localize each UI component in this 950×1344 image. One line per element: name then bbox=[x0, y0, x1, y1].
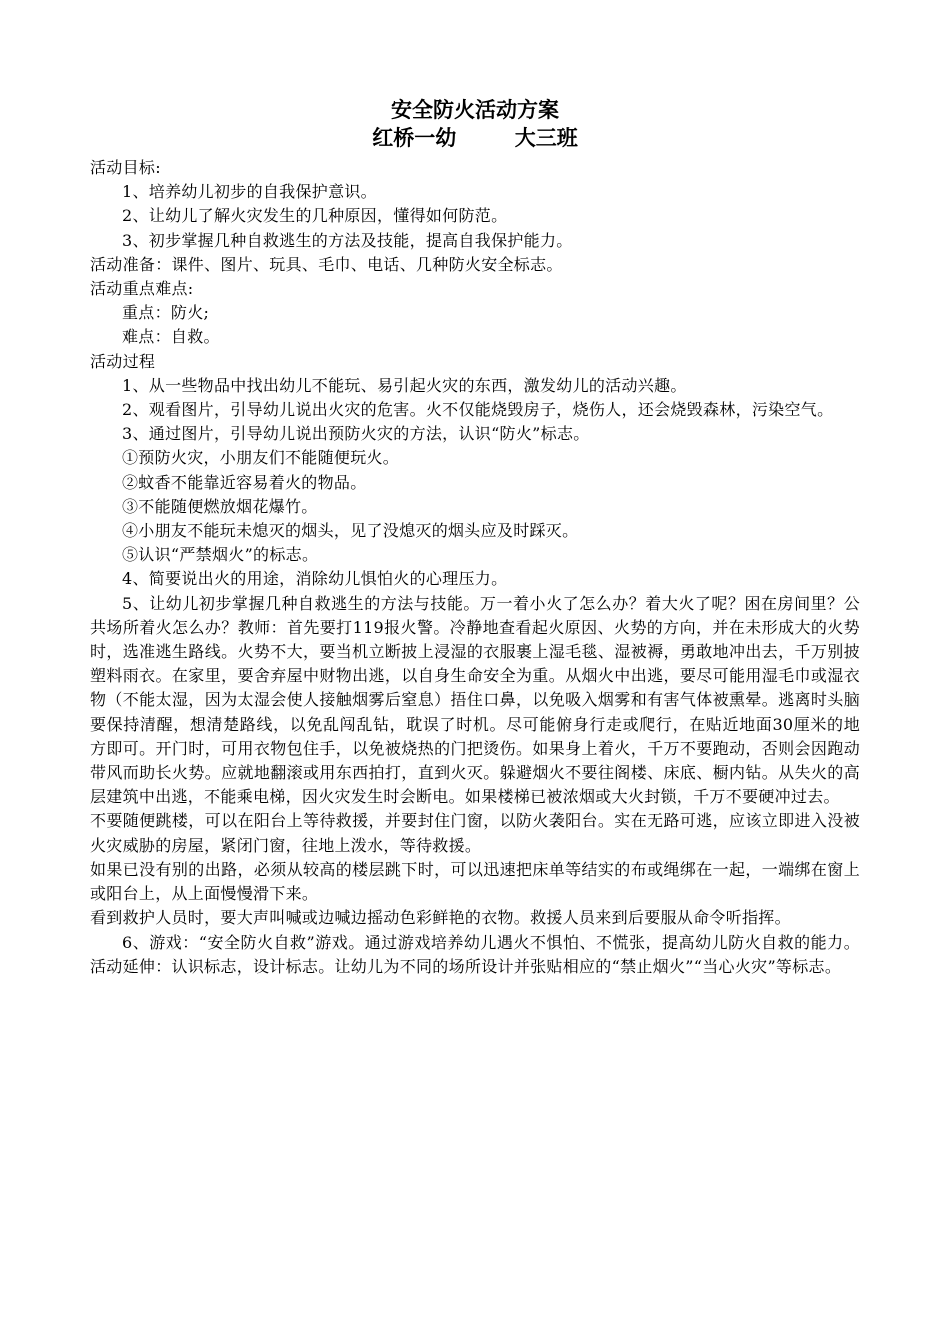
key-point: 重点：防火; bbox=[122, 303, 210, 323]
process-step-6: 6、游戏：“安全防火自救”游戏。通过游戏培养幼儿遇火不惧怕、不慌张，提高幼儿防火自救的能力。活动延伸：认识标志，设计标志。让幼儿为不同的场所设计并张贴相应的“禁止烟火”“当心火灾”等标志。 bbox=[90, 932, 860, 976]
prevention-item-5: ⑤认识“严禁烟火”的标志。 bbox=[122, 545, 319, 565]
section-preparation: 活动准备：课件、图片、玩具、毛巾、电话、几种防火安全标志。 bbox=[90, 254, 563, 274]
prevention-item-2: ②蚊香不能靠近容易着火的物品。 bbox=[122, 472, 367, 492]
process-step-4: 4、简要说出火的用途，消除幼儿惧怕火的心理压力。 bbox=[122, 569, 508, 589]
document-subtitle: 红桥一幼 大三班 bbox=[372, 125, 578, 150]
process-step-5: 5、让幼儿初步掌握几种自救逃生的方法与技能。万一着小火了怎么办？着大火了呢？困在房间里？公共场所着火怎么办？教师：首先要打119报火警。冷静地查看起火原因、火势的方向，并在未形成大的火势时，选准逃生路线。火势不大，要当机立断披上浸湿的衣服裹上湿毛毯、湿被褥，勇敢地冲出去，千万别披塑料雨衣。在家里，要舍弃屋中财物出逃，以自身生命安全为重。从烟火中出逃，要尽可能用湿毛巾或湿衣物（不能太湿，因为太湿会使人接触烟雾后窒息）捂住口鼻，以免吸入烟雾和有害气体被熏晕。逃离时头脑要保持清醒，想清楚路线，以免乱闯乱钻，耽误了时机。尽可能俯身行走或爬行，在贴近地面30厘米的地方即可。开门时，可用衣物包住手，以免被烧热的门把烫伤。如果身上着火，千万不要跑动，否则会因跑动带风而助长火势。应就地翻滚或用东西拍打，直到火灭。躲避烟火不要往阁楼、床底、橱内钻。从失火的高层建筑中出逃，不能乘电梯，因火灾发生时会断电。如果楼梯已被浓烟或大火封锁，千万不要硬冲过去。 bbox=[90, 593, 860, 807]
difficult-point: 难点：自救。 bbox=[122, 327, 220, 347]
goal-item-1: 1、培养幼儿初步的自我保护意识。 bbox=[122, 182, 377, 202]
escape-paragraph-balcony: 不要随便跳楼，可以在阳台上等待救援，并要封住门窗，以防火袭阳台。实在无路可逃，应该立即进入没被火灾威胁的房屋，紧闭门窗，往地上泼水，等待救援。 bbox=[90, 811, 860, 855]
section-heading-process: 活动过程 bbox=[90, 351, 156, 371]
section-heading-key-points: 活动重点难点: bbox=[90, 279, 194, 299]
prevention-item-1: ①预防火灾，小朋友们不能随便玩火。 bbox=[122, 448, 400, 468]
process-step-3: 3、通过图片，引导幼儿说出预防火灾的方法，认识“防火”标志。 bbox=[122, 424, 590, 444]
document-page bbox=[90, 96, 860, 979]
prevention-item-3: ③不能随便燃放烟花爆竹。 bbox=[122, 496, 318, 516]
section-heading-goals: 活动目标: bbox=[90, 158, 161, 177]
prevention-item-4: ④小朋友不能玩未熄灭的烟头，见了没熄灭的烟头应及时踩灭。 bbox=[122, 521, 579, 541]
goal-item-2: 2、让幼儿了解火灾发生的几种原因，懂得如何防范。 bbox=[122, 206, 508, 226]
escape-paragraph-rope: 如果已没有别的出路，必须从较高的楼层跳下时，可以迅速把床单等结实的布或绳绑在一起，一端绑在窗上或阳台上，从上面慢慢滑下来。 bbox=[90, 859, 860, 904]
goal-item-3: 3、初步掌握几种自救逃生的方法及技能，提高自我保护能力。 bbox=[122, 230, 573, 250]
escape-paragraph-rescuers: 看到救护人员时，要大声叫喊或边喊边摇动色彩鲜艳的衣物。救援人员来到后要服从命令听指挥。 bbox=[90, 908, 791, 928]
process-step-2: 2、观看图片，引导幼儿说出火灾的危害。火不仅能烧毁房子，烧伤人，还会烧毁森林，污染空气。 bbox=[122, 400, 834, 420]
process-step-1: 1、从一些物品中找出幼儿不能玩、易引起火灾的东西，激发幼儿的活动兴趣。 bbox=[122, 375, 687, 395]
document-title: 安全防火活动方案 bbox=[391, 97, 559, 122]
